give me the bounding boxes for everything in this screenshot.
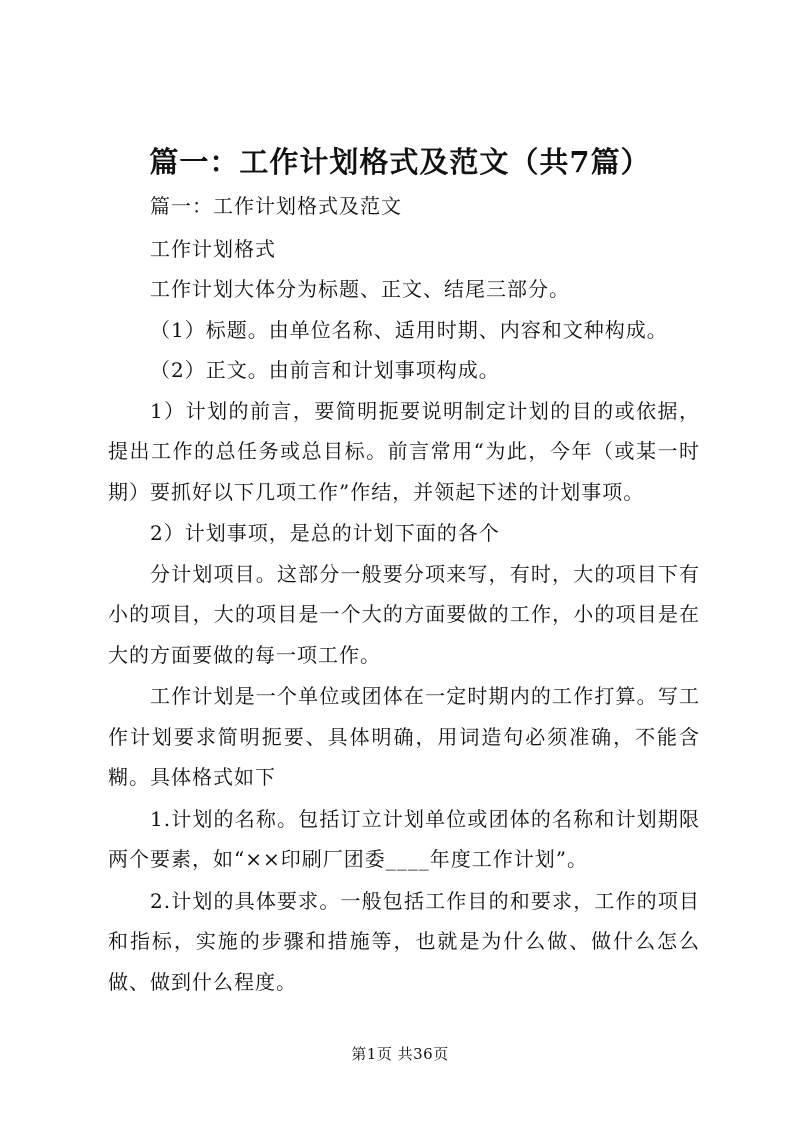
paragraph-definition: 工作计划是一个单位或团体在一定时期内的工作打算。写工作计划要求简明扼要、具体明确，用词造句必须准确，不能含糊。具体格式如下 bbox=[108, 684, 700, 789]
paragraph-sub-items: 分计划项目。这部分一般要分项来写，有时，大的项目下有小的项目，大的项目是一个大的方面要做的工作，小的项目是在大的方面要做的每一项工作。 bbox=[108, 561, 700, 667]
paragraph-plan-name: 1.计划的名称。包括订立计划单位或团体的名称和计划期限两个要素，如“××印刷厂团委____年度工作计划”。 bbox=[108, 806, 700, 871]
document-title: 篇一：工作计划格式及范文（共7篇） bbox=[149, 145, 651, 179]
document-body bbox=[108, 186, 700, 1002]
paragraph-subtitle: 篇一：工作计划格式及范文 bbox=[150, 194, 402, 218]
paragraph-title-section: （1）标题。由单位名称、适用时期、内容和文种构成。 bbox=[150, 317, 668, 342]
paragraph-plan-items: 2）计划事项，是总的计划下面的各个 bbox=[150, 521, 500, 545]
paragraph-structure: 工作计划大体分为标题、正文、结尾三部分。 bbox=[150, 277, 570, 301]
page-number: 第1页 共36页 bbox=[351, 1045, 449, 1063]
paragraph-preface: 1）计划的前言，要简明扼要说明制定计划的目的或依据，提出工作的总任务或总目标。前言常用“为此，今年（或某一时期）要抓好以下几项工作”作结，并领起下述的计划事项。 bbox=[108, 398, 700, 504]
paragraph-format-heading: 工作计划格式 bbox=[150, 236, 276, 261]
paragraph-body-section: （2）正文。由前言和计划事项构成。 bbox=[150, 358, 500, 382]
paragraph-plan-requirements: 2.计划的具体要求。一般包括工作目的和要求，工作的项目和指标，实施的步骤和措施等，也就是为什么做、做什么怎么做、做到什么程度。 bbox=[108, 888, 700, 994]
